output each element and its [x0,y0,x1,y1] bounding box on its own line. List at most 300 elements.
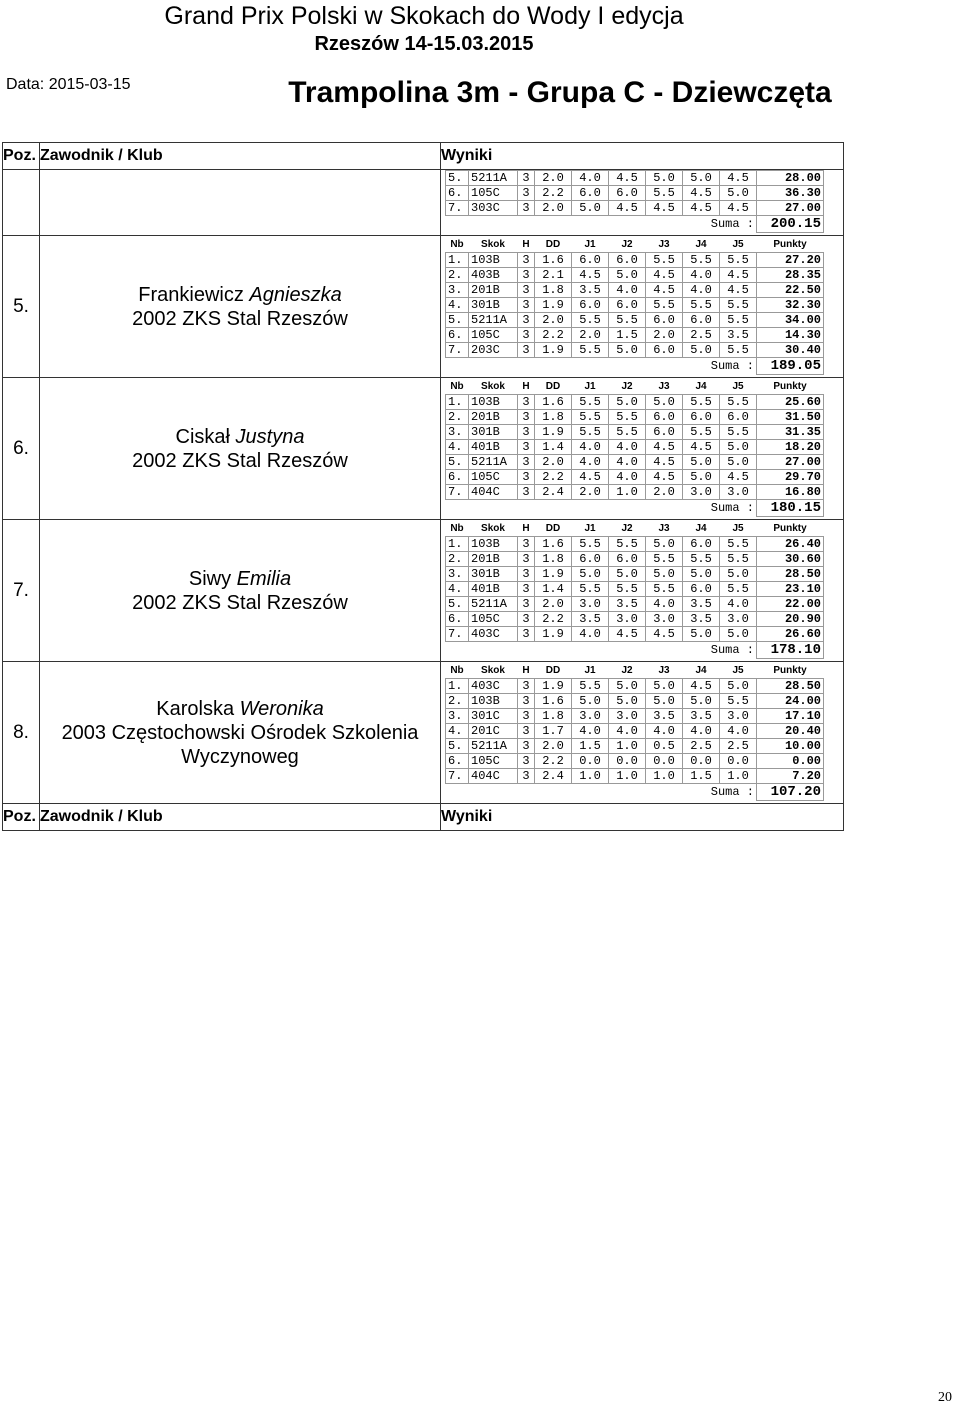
competitor-surname: Karolska [156,697,235,720]
dive-header-judge-2-score: J2 [621,664,633,676]
dive-row [446,597,824,612]
dive-row [446,694,824,709]
dive-number: 6. [446,186,469,201]
judge-4-score: 3.0 [683,485,720,500]
judge-3-score: 4.5 [646,627,683,642]
judge-5-score: 5.0 [720,567,757,582]
dive-header-judge-3-score: J3 [658,522,670,534]
sum-row [446,358,824,375]
judge-5-score: 4.5 [720,268,757,283]
judge-4-score: 5.5 [683,552,720,567]
dive-number: 7. [446,627,469,642]
competitor-row [3,662,844,804]
dive-points: 28.50 [757,567,824,582]
competitor-club: 2002 ZKS Stal Rzeszów [132,591,348,614]
judge-5-score: 4.0 [720,724,757,739]
judge-5-score: 4.0 [720,597,757,612]
dive-header-dive-code: Skok [481,664,505,676]
dive-header-judge-3-score: J3 [658,238,670,250]
judge-5-score: 0.0 [720,754,757,769]
dive-number: 2. [446,694,469,709]
dive-height: 3 [518,455,535,470]
dive-code: 5211A [469,313,518,328]
dive-points: 30.40 [757,343,824,358]
dive-header-dive-code: Skok [481,522,505,534]
judge-4-score: 6.0 [683,537,720,552]
dive-header-judge-3-score: J3 [658,664,670,676]
dive-header-judge-4-score: J4 [695,664,707,676]
dive-row [446,298,824,313]
dive-table [445,236,824,375]
competitor-firstname: Agnieszka [249,283,342,306]
dive-header-dive-difficulty: DD [545,664,561,676]
competitor-name [40,283,440,307]
judge-1-score: 4.0 [572,455,609,470]
dive-difficulty: 2.0 [535,597,572,612]
sum-row [446,500,824,517]
judge-1-score: 4.0 [572,724,609,739]
dive-points: 16.80 [757,485,824,500]
judge-5-score: 5.0 [720,186,757,201]
judge-2-score: 6.0 [609,186,646,201]
dive-height: 3 [518,328,535,343]
judge-2-score: 5.5 [609,537,646,552]
dive-height: 3 [518,769,535,784]
dive-row [446,567,824,582]
judge-4-score: 6.0 [683,410,720,425]
dive-height: 3 [518,283,535,298]
dive-number: 5. [446,597,469,612]
dive-header-dive-difficulty: DD [545,238,561,250]
judge-1-score: 4.0 [572,440,609,455]
judge-3-score: 3.0 [646,612,683,627]
judge-3-score: 3.5 [646,709,683,724]
dive-header-dive-number: Nb [450,664,464,676]
judge-4-score: 4.5 [683,201,720,216]
dive-code: 303C [469,201,518,216]
dive-row [446,485,824,500]
judge-4-score: 6.0 [683,582,720,597]
judge-3-score: 1.0 [646,769,683,784]
dive-points: 18.20 [757,440,824,455]
dive-header-dive-code: Skok [481,238,505,250]
dive-difficulty: 1.6 [535,537,572,552]
dive-difficulty: 2.0 [535,201,572,216]
judge-3-score: 5.0 [646,395,683,410]
dive-header-judge-1-score: J1 [584,522,596,534]
dive-difficulty: 1.6 [535,395,572,410]
judge-5-score: 5.5 [720,552,757,567]
dive-code: 203C [469,343,518,358]
dive-code: 103B [469,537,518,552]
dive-height: 3 [518,395,535,410]
dive-table [445,378,824,517]
judge-5-score: 4.5 [720,470,757,485]
dive-header-dive-difficulty: DD [545,522,561,534]
dive-header-judge-5-score: J5 [732,664,744,676]
dive-difficulty: 1.9 [535,298,572,313]
dive-number: 3. [446,709,469,724]
judge-3-score: 5.5 [646,582,683,597]
dive-difficulty: 1.4 [535,440,572,455]
judge-1-score: 2.0 [572,328,609,343]
col-header-competitor: Zawodnik / Klub [40,143,441,170]
judge-3-score: 4.5 [646,470,683,485]
judge-5-score: 5.5 [720,537,757,552]
judge-2-score: 1.0 [609,739,646,754]
judge-1-score: 5.0 [572,694,609,709]
dive-header-judge-4-score: J4 [695,238,707,250]
judge-1-score: 1.0 [572,769,609,784]
judge-4-score: 2.5 [683,739,720,754]
judge-2-score: 4.0 [609,440,646,455]
judge-1-score: 3.0 [572,597,609,612]
dive-height: 3 [518,425,535,440]
sum-value: 180.15 [757,500,824,517]
judge-5-score: 5.5 [720,343,757,358]
dive-height: 3 [518,298,535,313]
dive-number: 1. [446,679,469,694]
competitor-club: 2003 Częstochowski Ośrodek Szkolenia Wyczynoweg [61,721,419,768]
dive-number: 5. [446,739,469,754]
judge-1-score: 5.5 [572,410,609,425]
dive-header-dive-points: Punkty [773,522,807,534]
dive-header-dive-points: Punkty [773,238,807,250]
dive-header-judge-1-score: J1 [584,380,596,392]
dive-code: 103B [469,253,518,268]
dive-points: 26.60 [757,627,824,642]
dive-row [446,395,824,410]
judge-4-score: 5.0 [683,171,720,186]
judge-2-score: 5.0 [609,395,646,410]
judge-3-score: 5.0 [646,171,683,186]
dive-number: 1. [446,395,469,410]
dive-header-judge-1-score: J1 [584,664,596,676]
judge-3-score: 4.5 [646,283,683,298]
judge-3-score: 4.0 [646,597,683,612]
judge-1-score: 5.5 [572,537,609,552]
dive-height: 3 [518,694,535,709]
judge-2-score: 4.0 [609,283,646,298]
judge-3-score: 5.5 [646,186,683,201]
judge-2-score: 5.0 [609,268,646,283]
competitor-position: 8. [3,662,40,804]
dive-difficulty: 2.0 [535,739,572,754]
judge-2-score: 4.0 [609,470,646,485]
sum-label: Suma : [710,785,754,800]
dive-number: 6. [446,470,469,485]
judge-1-score: 6.0 [572,253,609,268]
page-number: 20 [938,1390,952,1405]
dive-code: 103B [469,395,518,410]
competitor-results [441,520,844,662]
dive-row [446,186,824,201]
dive-points: 27.00 [757,201,824,216]
dive-header-dive-points: Punkty [773,664,807,676]
dive-difficulty: 1.9 [535,627,572,642]
dive-points: 28.35 [757,268,824,283]
dive-code: 201B [469,410,518,425]
dive-difficulty: 2.2 [535,186,572,201]
judge-3-score: 0.0 [646,754,683,769]
judge-5-score: 6.0 [720,410,757,425]
dive-points: 30.60 [757,552,824,567]
judge-4-score: 6.0 [683,313,720,328]
judge-5-score: 5.5 [720,395,757,410]
competitor-info [40,236,441,378]
judge-2-score: 4.5 [609,201,646,216]
dive-row [446,627,824,642]
dive-code: 403B [469,268,518,283]
dive-code: 105C [469,328,518,343]
judge-5-score: 2.5 [720,739,757,754]
dive-row [446,537,824,552]
competitor-row [3,236,844,378]
dive-code: 301B [469,425,518,440]
dive-table-header [446,236,824,253]
dive-number: 3. [446,283,469,298]
dive-difficulty: 2.1 [535,268,572,283]
judge-1-score: 4.0 [572,171,609,186]
dive-code: 401B [469,440,518,455]
judge-4-score: 5.5 [683,425,720,440]
dive-row [446,440,824,455]
dive-header-judge-2-score: J2 [621,238,633,250]
judge-1-score: 5.5 [572,313,609,328]
judge-4-score: 5.5 [683,298,720,313]
dive-difficulty: 1.6 [535,253,572,268]
dive-difficulty: 2.2 [535,612,572,627]
dive-header-dive-number: Nb [450,380,464,392]
judge-4-score: 4.0 [683,724,720,739]
continued-results-cell [441,170,844,236]
continued-name-cell [40,170,441,236]
dive-points: 14.30 [757,328,824,343]
dive-code: 5211A [469,171,518,186]
dive-row [446,724,824,739]
dive-difficulty: 2.2 [535,470,572,485]
continued-pos-cell [3,170,40,236]
judge-1-score: 5.5 [572,395,609,410]
dive-height: 3 [518,485,535,500]
dive-header-dive-height: H [522,238,530,250]
print-date: Data: 2015-03-15 [6,76,131,93]
dive-number: 6. [446,754,469,769]
judge-3-score: 6.0 [646,313,683,328]
col-footer-competitor: Zawodnik / Klub [40,804,441,831]
dive-row [446,739,824,754]
dive-difficulty: 2.2 [535,754,572,769]
judge-1-score: 1.5 [572,739,609,754]
dive-difficulty: 1.8 [535,552,572,567]
dive-height: 3 [518,470,535,485]
dive-number: 5. [446,171,469,186]
dive-header-judge-2-score: J2 [621,380,633,392]
dive-height: 3 [518,597,535,612]
sum-label: Suma : [710,643,754,658]
judge-2-score: 5.5 [609,410,646,425]
dive-points: 20.90 [757,612,824,627]
competitor-results [441,662,844,804]
judge-5-score: 3.0 [720,709,757,724]
dive-table-header [446,378,824,395]
dive-row [446,582,824,597]
dive-number: 2. [446,552,469,567]
col-footer-position: Poz. [3,804,40,831]
dive-code: 105C [469,470,518,485]
judge-4-score: 5.0 [683,343,720,358]
judge-3-score: 6.0 [646,425,683,440]
judge-5-score: 1.0 [720,769,757,784]
col-header-results: Wyniki [441,143,844,170]
dive-table [445,662,824,801]
dive-header-judge-5-score: J5 [732,238,744,250]
dive-points: 31.50 [757,410,824,425]
judge-3-score: 5.0 [646,679,683,694]
dive-row [446,552,824,567]
judge-4-score: 5.5 [683,253,720,268]
judge-2-score: 5.5 [609,425,646,440]
dive-row [446,425,824,440]
col-footer-results: Wyniki [441,804,844,831]
judge-3-score: 4.5 [646,455,683,470]
judge-3-score: 4.5 [646,268,683,283]
dive-code: 301B [469,298,518,313]
competitor-club: 2002 ZKS Stal Rzeszów [132,449,348,472]
judge-2-score: 5.5 [609,313,646,328]
judge-5-score: 5.5 [720,425,757,440]
dive-points: 7.20 [757,769,824,784]
judge-5-score: 5.0 [720,679,757,694]
judge-2-score: 0.0 [609,754,646,769]
judge-4-score: 4.5 [683,186,720,201]
dive-row [446,410,824,425]
dive-header-dive-height: H [522,664,530,676]
judge-5-score: 5.0 [720,440,757,455]
dive-height: 3 [518,186,535,201]
dive-difficulty: 2.4 [535,769,572,784]
dive-height: 3 [518,679,535,694]
judge-2-score: 1.5 [609,328,646,343]
judge-3-score: 6.0 [646,343,683,358]
dive-height: 3 [518,739,535,754]
dive-code: 5211A [469,597,518,612]
judge-1-score: 3.5 [572,612,609,627]
dive-height: 3 [518,313,535,328]
judge-1-score: 3.0 [572,709,609,724]
judge-4-score: 3.5 [683,709,720,724]
sum-label: Suma : [710,359,754,374]
competitor-info [40,520,441,662]
sum-row [446,216,824,233]
dive-difficulty: 1.9 [535,567,572,582]
competitor-row [3,378,844,520]
judge-4-score: 3.5 [683,612,720,627]
sum-value: 200.15 [757,216,824,233]
competitor-firstname: Emilia [236,567,292,590]
dive-code: 403C [469,627,518,642]
judge-2-score: 5.5 [609,582,646,597]
dive-points: 24.00 [757,694,824,709]
dive-number: 7. [446,343,469,358]
competitor-results [441,236,844,378]
dive-code: 201C [469,724,518,739]
sum-label: Suma : [710,501,754,516]
dive-code: 403C [469,679,518,694]
dive-points: 17.10 [757,709,824,724]
dive-points: 28.50 [757,679,824,694]
dive-header-dive-code: Skok [481,380,505,392]
dive-row [446,268,824,283]
dive-number: 7. [446,769,469,784]
dive-header-judge-5-score: J5 [732,380,744,392]
judge-5-score: 5.5 [720,313,757,328]
dive-number: 6. [446,612,469,627]
dive-points: 0.00 [757,754,824,769]
dive-row [446,313,824,328]
dive-row [446,612,824,627]
dive-row [446,769,824,784]
dive-difficulty: 2.0 [535,313,572,328]
judge-5-score: 5.5 [720,298,757,313]
judge-2-score: 5.0 [609,679,646,694]
judge-2-score: 1.0 [609,485,646,500]
dive-code: 5211A [469,739,518,754]
sum-value: 107.20 [757,784,824,801]
judge-2-score: 4.0 [609,724,646,739]
dive-number: 4. [446,582,469,597]
judge-4-score: 4.0 [683,283,720,298]
dive-height: 3 [518,552,535,567]
dive-height: 3 [518,724,535,739]
dive-number: 1. [446,537,469,552]
dive-height: 3 [518,709,535,724]
dive-points: 32.30 [757,298,824,313]
judge-4-score: 4.5 [683,679,720,694]
judge-1-score: 5.5 [572,582,609,597]
dive-height: 3 [518,201,535,216]
dive-difficulty: 2.4 [535,485,572,500]
dive-row [446,343,824,358]
dive-number: 5. [446,313,469,328]
dive-number: 1. [446,253,469,268]
judge-5-score: 4.5 [720,171,757,186]
judge-3-score: 4.0 [646,724,683,739]
dive-code: 401B [469,582,518,597]
dive-points: 27.20 [757,253,824,268]
dive-code: 105C [469,612,518,627]
dive-code: 301B [469,567,518,582]
dive-points: 27.00 [757,455,824,470]
dive-row [446,709,824,724]
competitor-surname: Frankiewicz [138,283,244,306]
sum-row [446,642,824,659]
judge-1-score: 2.0 [572,485,609,500]
dive-header-dive-height: H [522,380,530,392]
dive-difficulty: 1.6 [535,694,572,709]
dive-height: 3 [518,567,535,582]
dive-table-header [446,520,824,537]
dive-table [445,170,824,233]
judge-2-score: 3.5 [609,597,646,612]
dive-table-header [446,662,824,679]
judge-1-score: 4.5 [572,268,609,283]
judge-2-score: 5.0 [609,343,646,358]
dive-difficulty: 1.8 [535,283,572,298]
competitor-surname: Ciskał [175,425,230,448]
dive-row [446,171,824,186]
dive-number: 2. [446,268,469,283]
